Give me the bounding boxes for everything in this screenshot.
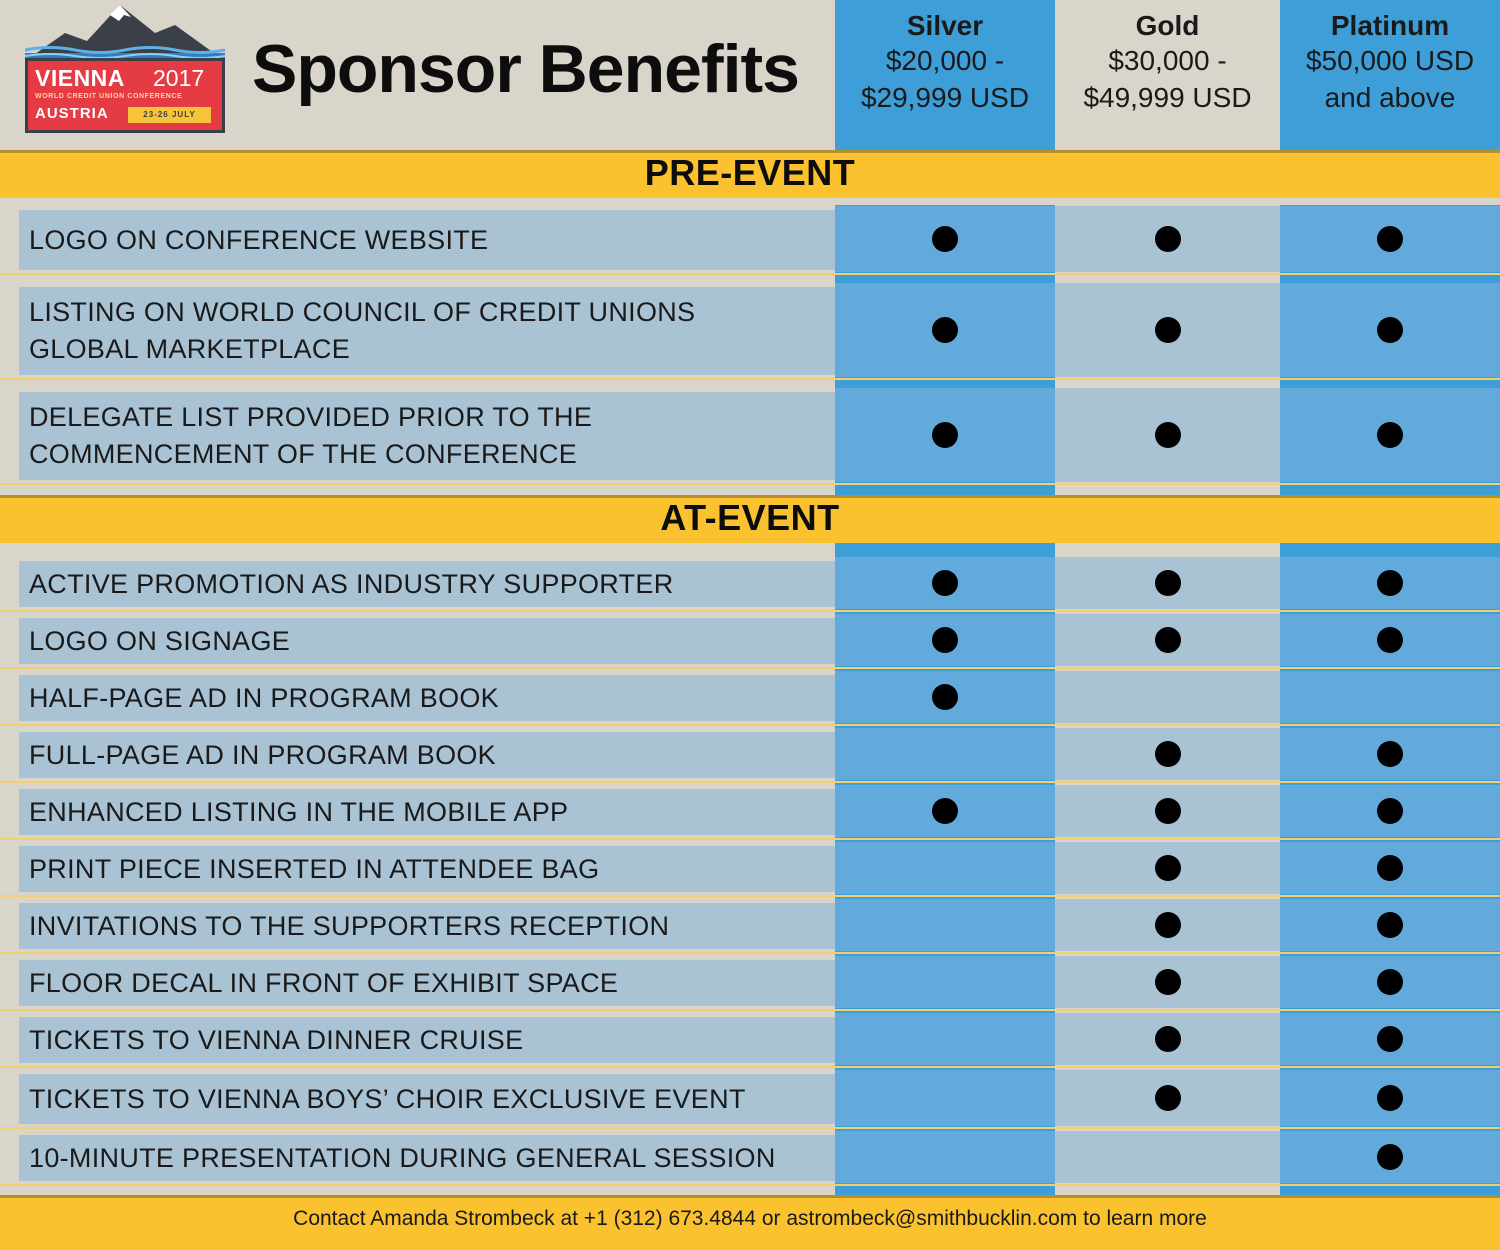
benefit-row-label <box>19 675 835 721</box>
benefit-name: LOGO ON SIGNAGE <box>29 625 291 656</box>
included-dot-icon <box>1155 855 1181 881</box>
benefit-cell-platinum <box>1280 1131 1500 1183</box>
benefit-row-label <box>19 618 835 664</box>
benefit-cell-gold <box>1055 785 1280 837</box>
included-dot-icon <box>1155 627 1181 653</box>
included-dot-icon <box>1377 912 1403 938</box>
benefit-cell-gold <box>1055 1131 1280 1183</box>
benefit-cell-gold <box>1055 283 1280 377</box>
benefit-cell-gold <box>1055 956 1280 1008</box>
row-divider <box>0 273 1500 275</box>
included-dot-icon <box>1377 627 1403 653</box>
included-dot-icon <box>1377 969 1403 995</box>
row-divider <box>0 838 1500 840</box>
benefit-cell-gold <box>1055 614 1280 666</box>
benefit-cell-platinum <box>1280 1013 1500 1065</box>
benefit-name: INVITATIONS TO THE SUPPORTERS RECEPTION <box>29 910 670 941</box>
row-divider <box>0 1066 1500 1068</box>
benefit-name: TICKETS TO VIENNA DINNER CRUISE <box>29 1024 524 1055</box>
included-dot-icon <box>932 226 958 252</box>
benefit-cell-platinum <box>1280 206 1500 272</box>
benefit-cell-gold <box>1055 1070 1280 1126</box>
included-dot-icon <box>1155 969 1181 995</box>
benefit-cell-silver <box>835 1013 1055 1065</box>
included-dot-icon <box>1377 855 1403 881</box>
benefit-cell-silver <box>835 785 1055 837</box>
benefit-name: FULL-PAGE AD IN PROGRAM BOOK <box>29 739 496 770</box>
logo-city: VIENNA <box>35 65 125 91</box>
included-dot-icon <box>932 317 958 343</box>
row-divider <box>0 724 1500 726</box>
included-dot-icon <box>1155 912 1181 938</box>
benefit-name: LISTING ON WORLD COUNCIL OF CREDIT UNIONS GLOBAL MARKETPLACE <box>29 297 696 364</box>
row-divider <box>0 610 1500 612</box>
benefit-cell-silver <box>835 899 1055 951</box>
contact-text: Contact Amanda Strombeck at +1 (312) 673.4844 or astrombeck@smithbucklin.com to learn more <box>293 1207 1207 1230</box>
benefit-row-label <box>19 287 835 375</box>
included-dot-icon <box>1377 226 1403 252</box>
benefit-cell-platinum <box>1280 842 1500 894</box>
benefit-cell-gold <box>1055 206 1280 272</box>
included-dot-icon <box>1155 422 1181 448</box>
benefit-cell-silver <box>835 206 1055 272</box>
tier-name: Gold <box>1135 10 1200 41</box>
benefit-cell-silver <box>835 388 1055 482</box>
benefit-name: TICKETS TO VIENNA BOYS’ CHOIR EXCLUSIVE EVENT <box>29 1083 746 1114</box>
included-dot-icon <box>932 684 958 710</box>
benefit-row-label <box>19 960 835 1006</box>
included-dot-icon <box>1377 798 1403 824</box>
benefit-row-label <box>19 561 835 607</box>
included-dot-icon <box>1155 1026 1181 1052</box>
benefit-cell-gold <box>1055 899 1280 951</box>
tier-header-silver <box>835 0 1055 150</box>
logo-dates: 23-26 JULY <box>128 107 211 123</box>
included-dot-icon <box>1155 1085 1181 1111</box>
included-dot-icon <box>1155 317 1181 343</box>
included-dot-icon <box>1377 1026 1403 1052</box>
tier-name: Platinum <box>1330 10 1450 41</box>
row-divider <box>0 952 1500 954</box>
included-dot-icon <box>1155 570 1181 596</box>
benefit-name: HALF-PAGE AD IN PROGRAM BOOK <box>29 682 499 713</box>
tier-price: $30,000 - $49,999 USD <box>1083 45 1252 113</box>
benefit-row-label <box>19 392 835 480</box>
row-divider <box>0 378 1500 380</box>
logo-country: AUSTRIA <box>35 105 109 122</box>
included-dot-icon <box>1155 741 1181 767</box>
benefit-cell-silver <box>835 1070 1055 1126</box>
benefit-cell-gold <box>1055 388 1280 482</box>
benefit-name: ACTIVE PROMOTION AS INDUSTRY SUPPORTER <box>29 568 674 599</box>
included-dot-icon <box>1377 1085 1403 1111</box>
benefit-cell-platinum <box>1280 283 1500 377</box>
benefit-cell-platinum <box>1280 557 1500 609</box>
benefit-row-label <box>19 210 835 270</box>
benefit-name: LOGO ON CONFERENCE WEBSITE <box>29 224 489 255</box>
benefit-cell-gold <box>1055 557 1280 609</box>
section-title-at-event: AT-EVENT <box>660 497 840 538</box>
benefit-cell-gold <box>1055 728 1280 780</box>
included-dot-icon <box>932 627 958 653</box>
row-divider <box>0 483 1500 485</box>
conference-logo <box>25 3 225 133</box>
benefit-cell-silver <box>835 557 1055 609</box>
included-dot-icon <box>1377 317 1403 343</box>
benefit-cell-platinum <box>1280 728 1500 780</box>
benefit-row-label <box>19 1017 835 1063</box>
benefit-cell-silver <box>835 614 1055 666</box>
benefit-cell-platinum <box>1280 785 1500 837</box>
benefit-row-label <box>19 1074 835 1124</box>
row-divider <box>0 667 1500 669</box>
benefit-row-label <box>19 903 835 949</box>
benefit-cell-gold <box>1055 1013 1280 1065</box>
benefit-cell-silver <box>835 956 1055 1008</box>
page-title: Sponsor Benefits <box>252 31 799 107</box>
included-dot-icon <box>1377 422 1403 448</box>
row-divider <box>0 1009 1500 1011</box>
included-dot-icon <box>932 798 958 824</box>
tier-header-gold <box>1055 0 1280 150</box>
benefit-cell-silver <box>835 671 1055 723</box>
mountain-icon <box>25 3 225 63</box>
row-divider <box>0 781 1500 783</box>
benefit-cell-gold <box>1055 671 1280 723</box>
tier-price: $20,000 - $29,999 USD <box>860 45 1030 113</box>
section-title-pre-event: PRE-EVENT <box>644 152 856 193</box>
included-dot-icon <box>1155 226 1181 252</box>
logo-year: 2017 <box>153 65 205 91</box>
benefit-row-label <box>19 1135 835 1181</box>
benefit-cell-platinum <box>1280 1070 1500 1126</box>
benefit-name: DELEGATE LIST PROVIDED PRIOR TO THE COMMENCEMENT OF THE CONFERENCE <box>29 402 593 469</box>
tier-header-platinum <box>1280 0 1500 150</box>
included-dot-icon <box>1155 798 1181 824</box>
benefit-cell-silver <box>835 842 1055 894</box>
benefit-row-label <box>19 846 835 892</box>
benefit-cell-platinum <box>1280 388 1500 482</box>
benefit-cell-gold <box>1055 842 1280 894</box>
included-dot-icon <box>1377 1144 1403 1170</box>
included-dot-icon <box>932 570 958 596</box>
benefit-row-label <box>19 789 835 835</box>
tier-name: Silver <box>906 10 984 41</box>
benefit-cell-platinum <box>1280 956 1500 1008</box>
row-divider <box>0 895 1500 897</box>
included-dot-icon <box>1377 570 1403 596</box>
benefit-cell-platinum <box>1280 671 1500 723</box>
tier-price: $50,000 USD and above <box>1305 45 1475 113</box>
benefit-name: ENHANCED LISTING IN THE MOBILE APP <box>29 796 569 827</box>
benefit-name: 10-MINUTE PRESENTATION DURING GENERAL SESSION <box>29 1142 776 1173</box>
row-divider <box>0 1127 1500 1129</box>
benefit-cell-silver <box>835 283 1055 377</box>
benefit-cell-silver <box>835 1131 1055 1183</box>
benefit-cell-silver <box>835 728 1055 780</box>
included-dot-icon <box>932 422 958 448</box>
included-dot-icon <box>1377 741 1403 767</box>
benefit-name: FLOOR DECAL IN FRONT OF EXHIBIT SPACE <box>29 967 619 998</box>
benefit-row-label <box>19 732 835 778</box>
benefit-cell-platinum <box>1280 614 1500 666</box>
benefit-name: PRINT PIECE INSERTED IN ATTENDEE BAG <box>29 853 600 884</box>
row-divider <box>0 1184 1500 1186</box>
logo-subtitle: WORLD CREDIT UNION CONFERENCE <box>35 93 183 100</box>
benefit-cell-platinum <box>1280 899 1500 951</box>
